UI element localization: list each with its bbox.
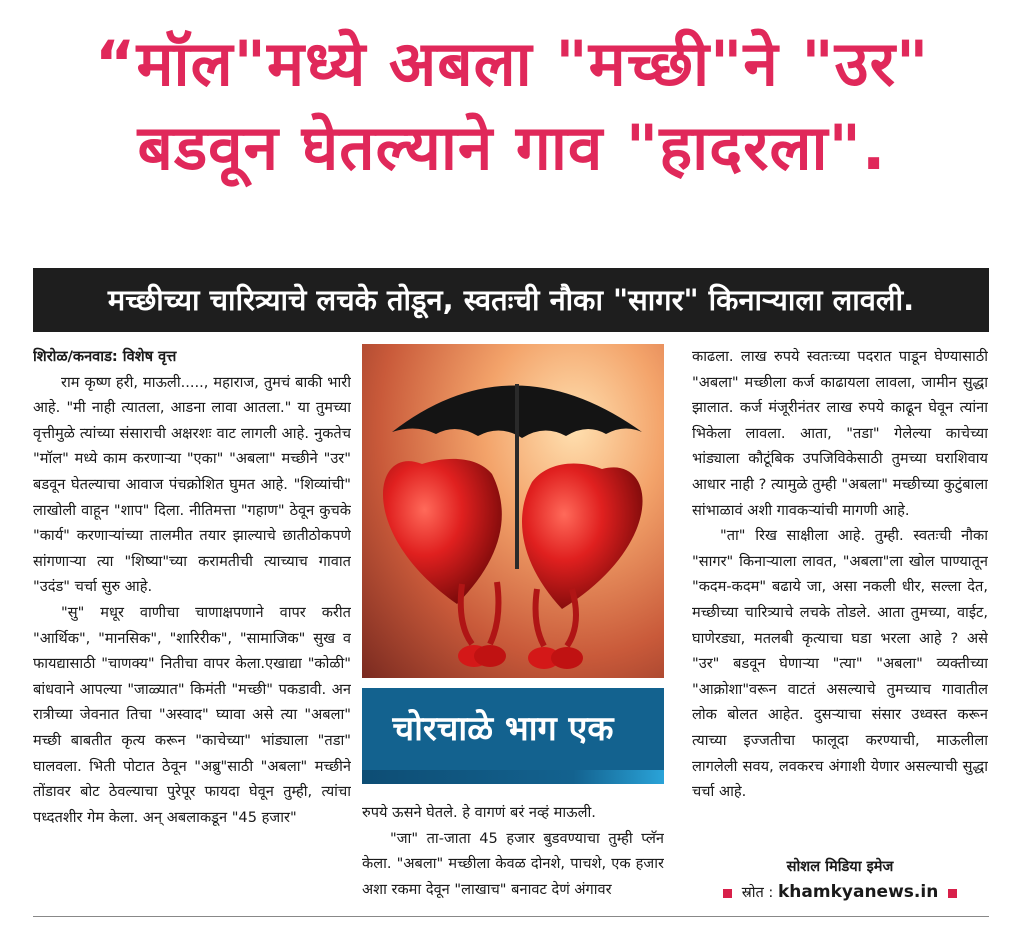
square-bullet-icon (723, 889, 732, 898)
banner-stripe (362, 770, 664, 784)
subheadline-bar (33, 268, 989, 332)
paragraph: "सु" मधूर वाणीचा चाणाक्षपणाने वापर करीत "आर्थिक", "मानसिक", "शारिरीक", "सामाजिक" सुख व फायद्यासाठी "चाणक्य" नितीचा वापर केला.एखाद्या "कोळी" बांधवाने आपल्या "जाळ्यात" किमंती "मच्छी" पकडावी. अन रात्रीच्या जेवनात तिचा "अस्वाद" घ्यावा असे त्या "अबला" मच्छी बाबतीत कृत्य करून "काचेच्या" भांड्याला "तडा" घालवला. भिती पोटात ठेवून "अब्रु"साठी "अबला" मच्छीने तोंडावर बोट ठेवल्याचा पुरेपूर फायदा घेवून तुम्ही, त्यांचा पध्दतशीर गेम केला. अन् अबलाकडून "45 हजार" (33, 603, 351, 826)
series-banner (362, 688, 664, 792)
article-column-3 (692, 344, 988, 852)
hearts-umbrella-illustration (362, 344, 664, 678)
square-bullet-icon (948, 889, 957, 898)
source-label: स्रोत : (741, 884, 774, 901)
paragraph: राम कृष्ण हरी, माऊली....., महाराज, तुमचं बाकी भारी आहे. "मी नाही त्यातला, आडना लावा आतला." या तुमच्या वृत्तीमुळे त्यांच्या संसाराची अक्षरशः वाट लागली आहे. नुकतेच "मॉल" मध्ये काम करणाऱ्या "एका" "अबला" मच्छीने "उर" बडवून घेतल्याचा आवाज पंचक्रोशित घुमत आहे. "शिव्यांची" लाखोली वाहून "शाप" दिला. नीतिमत्ता "गहाण" ठेवून कुचके "कार्य" करणाऱ्यांच्या तालमीत तयार झाल्याचे छातीठोकपणे सांगणाऱ्या त्या "शिष्या"च्या करामतीची त्याच्याच गावात "उदंड" चर्चा सुरु आहे. (33, 373, 351, 596)
headline-line-1: “मॉल"मध्ये अबला "मच्छी"ने "उर" (94, 27, 930, 100)
source-line (692, 879, 988, 905)
headline-line-2: बडवून घेतल्याने गाव "हादरला". (137, 111, 887, 184)
paragraph: "ता" रिख साक्षीला आहे. तुम्ही. स्वतःची नौका "सागर" किनाऱ्याला लावत, "अबला"ला खोल पाण्यातून "कदम-कदम" बढाये जा, असा नकली धीर, सल्ला देत, मच्छीच्या चारित्र्याचे लचके तोडले. आता तुमच्या, वाईट, घाणेरड्या, मतलबी कृत्याचा घडा भरला आहे ? असे "उर" बडवून घेणाऱ्या "त्या" "अबला" व्यक्तीच्या "आक्रोशा"वरून वाटतं असल्याचे तुमच्याच गावातील लोक बोलत आहेत. दुसऱ्याचा संसार उध्वस्त करून त्याच्या इज्जतीचा फालूदा करण्याची, माऊलीला लागलेली सवय, लवकरच अंगाशी येणार असल्याची सुद्धा चर्चा आहे. (692, 527, 988, 801)
article-column-2 (362, 800, 664, 910)
banner-title: चोरचाळे भाग एक (392, 709, 614, 749)
subheadline: मच्छीच्या चारित्र्याचे लचके तोडून, स्वतःची नौका "सागर" किनाऱ्याला लावली. (107, 283, 915, 317)
article-column-1 (33, 344, 351, 904)
dateline: शिरोळ/कनवाड: विशेष वृत्त (33, 348, 177, 365)
source-site: khamkyanews.in (778, 882, 939, 902)
paragraph: रुपये ऊसने घेतले. हे वागणं बरं नव्हं माऊली. (362, 804, 596, 821)
paragraph: "जा" ता-जाता 45 हजार बुडवण्याचा तुम्ही प्लॅन केला. "अबला" मच्छीला केवळ दोनशे, पाचशे, एक हजार अशा रकमा देवून "लाखाच" बनावट देणं अंगावर (362, 829, 664, 898)
paragraph: काढला. लाख रुपये स्वतःच्या पदरात पाडून घेण्यासाठी "अबला" मच्छीला कर्ज काढायला लावला, जामीन सुद्धा झालात. कर्ज मंजूरीनंतर लाख रुपये काढून घेवून त्यांना भिकेला लावला. आता, "तडा" गेलेल्या काचेच्या भांड्याला कौटूंबिक उपजिविकेसाठी तुमच्या घराशिवाय आधार नाही ? त्यामुळे तुम्ही "अबला" मच्छीच्या कुटुंबाला सांभाळावं अशी गावकऱ्यांची मागणी आहे. (692, 348, 988, 519)
hearts-umbrella-photo (362, 344, 664, 678)
bottom-divider (33, 916, 989, 917)
headline (0, 22, 1024, 190)
image-credit: सोशल मिडिया इमेज (786, 858, 894, 875)
